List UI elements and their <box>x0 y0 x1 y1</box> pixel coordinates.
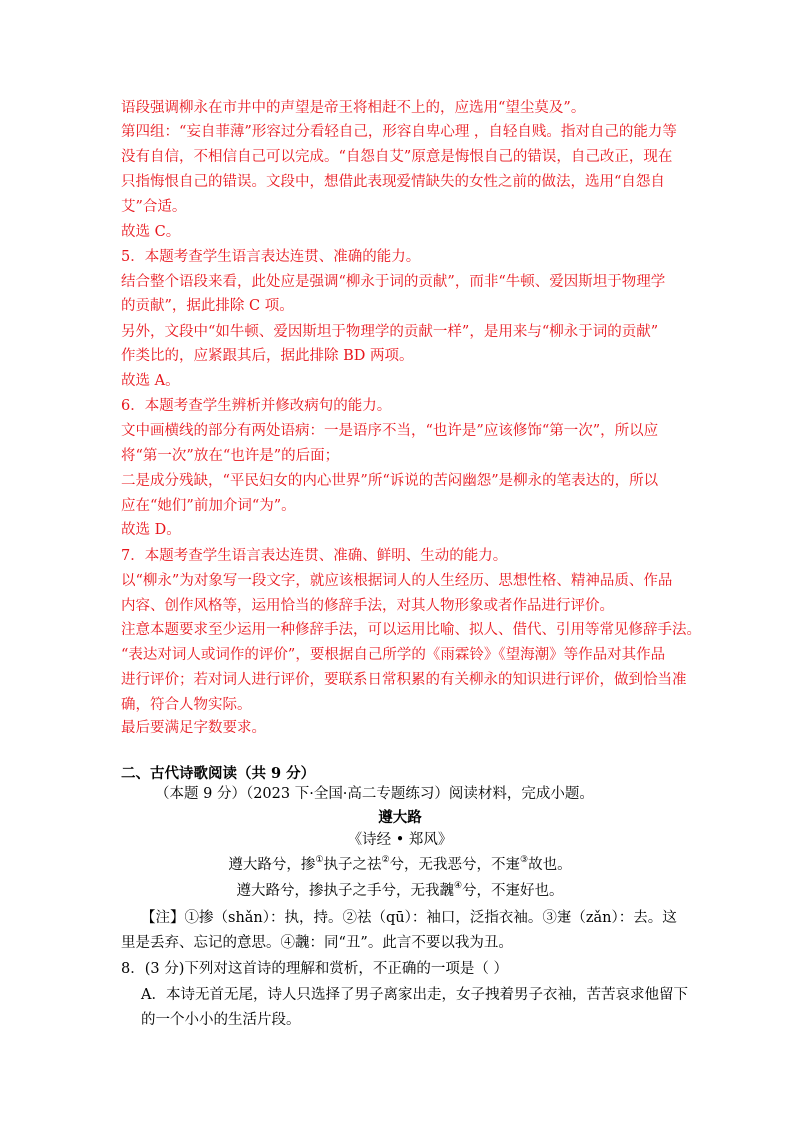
answer-line: 最后要满足字数要求。 <box>121 720 266 736</box>
question-8-option-a[interactable]: A．本诗无首无尾，诗人只选择了男子离家出走，女子拽着男子衣袖，苦苦哀求他留下 <box>141 987 688 1003</box>
poem-note-line-1: 【注】①掺（shǎn）：执，持。②祛（qū）：袖口，泛指衣袖。③寁（zǎn）：去。这 <box>141 910 677 926</box>
answer-line: 文中画横线的部分有两处语病：一是语序不当，“也许是”应该修饰“第一次”，所以应 <box>121 423 659 439</box>
answer-line: 将“第一次”放在“也许是”的后面； <box>121 448 340 464</box>
answer-line: 艾”合适。 <box>121 199 187 215</box>
answer-line: 故选 C。 <box>121 224 181 240</box>
answer-line: 语段强调柳永在市井中的声望是帝王将相赶不上的，应选用“望尘莫及”。 <box>121 100 586 116</box>
poem-source: 《诗经 • 郑风》 <box>347 832 453 848</box>
answer-line: 内容、创作风格等，运用恰当的修辞手法，对其人物形象或者作品进行评价。 <box>121 598 614 614</box>
answer-line: 7．本题考查学生语言表达连贯、准确、鲜明、生动的能力。 <box>121 548 508 564</box>
poem-line-1: 遵大路兮，掺①执子之祛②兮，无我恶兮，不寁③故也。 <box>228 855 572 873</box>
question-intro: （本题 9 分）（2023 下·全国·高二专题练习）阅读材料，完成小题。 <box>155 786 594 802</box>
answer-line: 应在“她们”前加介词“为”。 <box>121 498 296 514</box>
answer-line: 注意本题要求至少运用一种修辞手法，可以运用比喻、拟人、借代、引用等常见修辞手法。 <box>121 622 701 638</box>
answer-line: 第四组：“妄自菲薄”形容过分看轻自己，形容自卑心理 ，自轻自贱。指对自己的能力等 <box>121 124 677 140</box>
footnote-marker: ② <box>381 855 390 866</box>
answer-line: 二是成分残缺，“平民妇女的内心世界”所“诉说的苦闷幽怨”是柳永的笔表达的，所以 <box>121 473 659 489</box>
section-heading: 二、古代诗歌阅读（共 9 分） <box>121 765 316 782</box>
answer-line: 6．本题考查学生辨析并修改病句的能力。 <box>121 398 392 414</box>
answer-line: 另外，文段中“如牛顿、爱因斯坦于物理学的贡献一样”，是用来与“柳永于词的贡献” <box>121 324 659 340</box>
answer-line: 故选 D。 <box>121 522 181 538</box>
footnote-marker: ① <box>315 855 324 866</box>
answer-line: “表达对词人或词作的评价”，要根据自己所学的《雨霖铃》《望海潮》等作品对其作品 <box>121 647 666 663</box>
question-8-stem: 8．(3 分)下列对这首诗的理解和赏析，不正确的一项是（ ） <box>121 961 508 977</box>
answer-line: 只指悔恨自己的错误。文段中，想借此表现爱情缺失的女性之前的做法，选用“自怨自 <box>121 174 665 190</box>
footnote-marker: ③ <box>520 855 529 866</box>
poem-line-2: 遵大路兮，掺执子之手兮，无我魗④兮，不寁好也。 <box>236 881 564 899</box>
question-8-option-a-cont: 的一个小小的生活片段。 <box>141 1012 301 1028</box>
answer-line: 确，符合人物实际。 <box>121 697 252 713</box>
answer-line: 作类比的，应紧跟其后，据此排除 BD 两项。 <box>121 348 414 364</box>
answer-line: 没有自信，不相信自己可以完成。“自怨自艾”原意是悔恨自己的错误，自己改正，现在 <box>121 149 673 165</box>
answer-line: 故选 A。 <box>121 373 180 389</box>
poem-note-line-2: 里是丢弃、忘记的意思。④魗：同“丑”。此言不要以我为丑。 <box>121 935 513 951</box>
answer-line: 进行评价；若对词人进行评价，要联系日常积累的有关柳永的知识进行评价，做到恰当准 <box>121 672 687 688</box>
answer-line: 5．本题考查学生语言表达连贯、准确的能力。 <box>121 249 421 265</box>
answer-line: 以“柳永”为对象写一段文字，就应该根据词人的人生经历、思想性格、精神品质、作品 <box>121 573 673 589</box>
answer-line: 的贡献”，据此排除 C 项。 <box>121 298 294 314</box>
poem-title: 遵大路 <box>378 809 422 826</box>
footnote-marker: ④ <box>453 881 463 892</box>
answer-line: 结合整个语段来看，此处应是强调“柳永于词的贡献”，而非“牛顿、爱因斯坦于物理学 <box>121 274 666 290</box>
